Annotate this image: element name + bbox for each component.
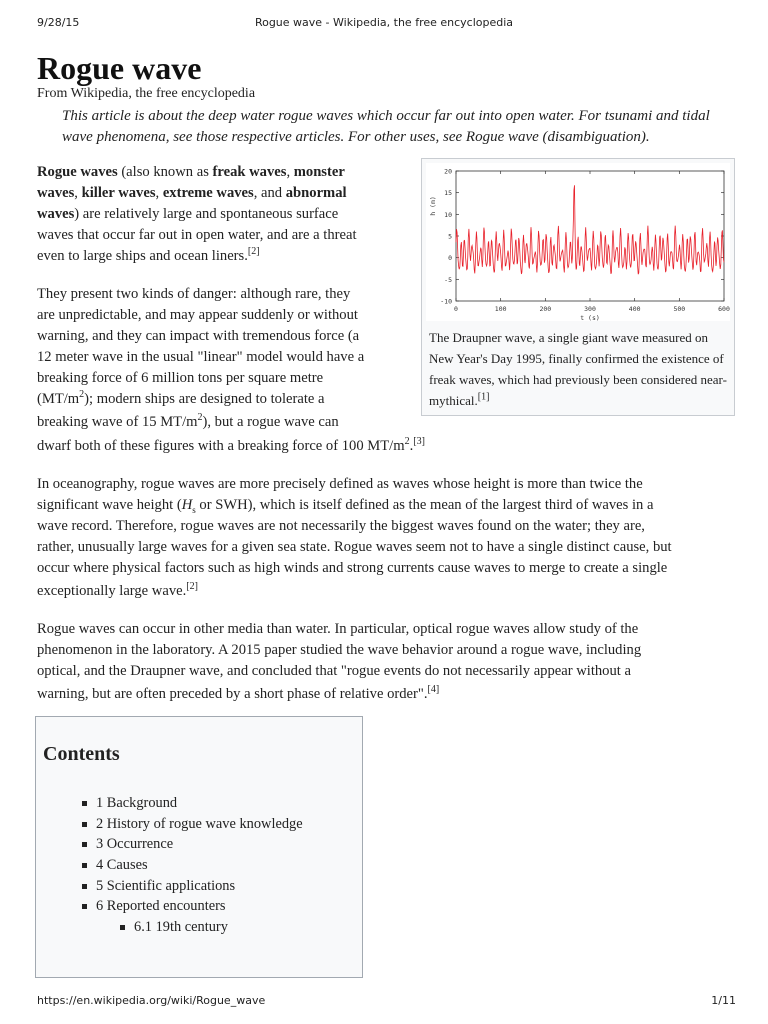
x-tick-label: 600: [718, 305, 730, 313]
y-tick-label: 20: [444, 167, 452, 176]
x-tick-label: 100: [494, 305, 507, 313]
page-title: Rogue wave: [37, 50, 202, 86]
toc-item[interactable]: 6 Reported encounters: [82, 896, 303, 917]
x-tick-label: 500: [673, 305, 686, 313]
wave-series-line: [456, 185, 724, 274]
draupner-figure: [421, 158, 735, 416]
toc-list: [82, 793, 303, 938]
draupner-wave-chart[interactable]: [426, 163, 730, 321]
toc-title: Contents: [43, 743, 120, 765]
citation-link[interactable]: [4]: [427, 684, 440, 696]
print-date: 9/28/15: [37, 16, 80, 29]
citation-link[interactable]: [2]: [186, 581, 198, 593]
toc-item[interactable]: 4 Causes: [82, 855, 303, 876]
y-tick-label: 5: [448, 232, 452, 241]
toc-item[interactable]: 2 History of rogue wave knowledge: [82, 814, 303, 835]
toc-item[interactable]: 3 Occurrence: [82, 834, 303, 855]
x-tick-label: 300: [584, 305, 596, 313]
x-axis-label: t (s): [580, 314, 600, 321]
toc-item[interactable]: 5 Scientific applications: [82, 876, 303, 897]
x-tick-label: 0: [454, 305, 458, 313]
x-tick-label: 400: [628, 305, 641, 313]
y-tick-label: 10: [444, 210, 452, 219]
page-subtitle: From Wikipedia, the free encyclopedia: [37, 86, 256, 101]
table-of-contents: [35, 716, 363, 978]
print-page-title: Rogue wave - Wikipedia, the free encyclopedia: [254, 16, 514, 29]
toc-item[interactable]: 1 Background: [82, 793, 303, 814]
toc-subitem[interactable]: 6.1 19th century: [120, 917, 303, 938]
y-axis-label: h (m): [429, 196, 437, 216]
citation-link[interactable]: [2]: [247, 246, 260, 258]
figure-caption: The Draupner wave, a single giant wave measured on New Year's Day 1995, finally confirmed the existence of freak waves, which had previously been considered near-mythical.[1]: [429, 330, 727, 408]
y-tick-label: 0: [448, 254, 452, 263]
y-tick-label: 15: [444, 189, 452, 198]
citation-link[interactable]: [3]: [413, 436, 425, 448]
hatnote: This article is about the deep water rogue waves which occur far out into open water. For tsunami and tidal wave phenomena, see those respective articles. For other uses, see Rogue wave (disambiguation).: [62, 108, 710, 145]
print-page-number: 1/11: [711, 994, 736, 1007]
x-tick-label: 200: [539, 305, 552, 313]
citation-link[interactable]: [1]: [477, 391, 490, 403]
y-tick-label: -10: [440, 297, 452, 306]
print-url: https://en.wikipedia.org/wiki/Rogue_wave: [37, 994, 266, 1007]
y-tick-label: -5: [444, 275, 452, 284]
